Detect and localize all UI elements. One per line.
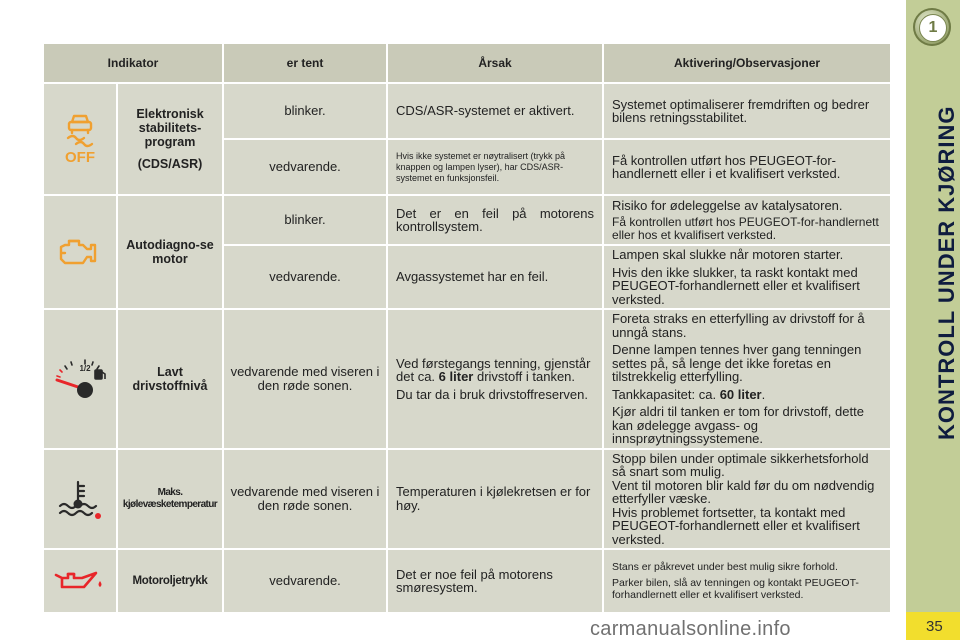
action-text: Systemet optimaliserer fremdriften og bedrer bilens retningsstabilitet. [612,96,870,125]
action-cell [604,246,892,310]
oil-pressure-icon [54,569,106,593]
action-text: Stopp bilen under optimale sikkerhetsforhold så snart som mulig. [612,450,869,479]
chapter-badge [913,8,951,46]
state-cell: vedvarende med viseren i den røde sonen. [224,450,388,551]
fuel-gauge-half-mark: 1/2 [79,363,91,373]
action-text: Denne lampen tennes hver gang tenningen settes på, så lenge det ikke foretas en tilstrekkelig etterfylling. [612,342,862,384]
indicator-name-cell [118,84,224,196]
state-cell: vedvarende. [224,550,388,614]
action-cell [604,450,892,551]
cause-text: Det er en feil på motorens kontrollsystem. [396,205,595,234]
action-text: Få kontrollen utført hos PEUGEOT-for-handlernett eller i et kvalifisert verksted. [612,152,841,181]
watermark: carmanualsonline.info [590,618,791,640]
cause-text: Du tar da i bruk drivstoffreserven. [396,386,588,402]
table-row [44,450,892,551]
page-number: 35 [926,618,943,635]
state-cell: vedvarende. [224,140,388,196]
cause-cell [388,246,604,310]
action-cell [604,196,892,246]
table-row [44,550,892,614]
indicator-icon-cell [44,84,118,196]
tank-capacity: 60 liter [719,386,762,402]
state-cell: vedvarende med viseren i den røde sonen. [224,310,388,450]
action-text: Foreta straks en etterfylling av drivstoff for å unngå stans. [612,311,865,340]
indicator-name-cell [118,196,224,310]
action-text: Stans er påkrevet under best mulig sikre forhold. [612,561,838,573]
table-row [44,84,892,140]
cause-cell [388,196,604,246]
indicator-icon-cell [44,550,118,614]
warning-lamp-table [44,44,892,614]
state-cell: vedvarende. [224,246,388,310]
header-cause: Årsak [388,44,604,84]
fuel-gauge-icon [51,354,109,404]
esp-off-icon-label: OFF [65,149,95,166]
header-action: Aktivering/Observasjoner [604,44,892,84]
fuel-amount: 6 liter [438,369,474,384]
cause-text: CDS/ASR-systemet er aktivert. [396,103,575,119]
cause-cell [388,310,604,450]
action-cell [604,310,892,450]
section-title: KONTROLL UNDER KJØRING [934,105,959,440]
action-text: Få kontrollen utført hos PEUGEOT-for-handlernett eller hos et kvalifisert verksted. [612,215,879,242]
action-text: Vent til motoren blir kald før du om nødvendig etterfyller væske. [612,477,875,506]
indicator-name-cell [118,550,224,614]
action-text: Kjør aldri til tanken er tom for drivstoff, dette kan ødelegge avgass- og innsprøytningssystemene. [612,404,864,446]
cause-text: Ved førstegangs tenning, gjenstår det ca. [396,355,591,384]
table-row [44,310,892,450]
header-state: er tent [224,44,388,84]
action-cell [604,550,892,614]
action-cell [604,140,892,196]
chapter-number: 1 [919,14,947,42]
indicator-name-cell [118,450,224,551]
table-row [44,196,892,246]
action-text: Hvis problemet fortsetter, ta kontakt med PEUGEOT-forhandlernett eller et kvalifisert verksted. [612,504,860,547]
indicator-name: Autodiagno-se motor [126,238,214,266]
coolant-temperature-icon [52,478,108,520]
cause-cell [388,140,604,196]
action-text: . [761,386,766,402]
action-text: Risiko for ødeleggelse av katalysatoren. [612,197,843,213]
table-header-row [44,44,892,84]
indicator-icon-cell [44,450,118,551]
cause-cell [388,550,604,614]
engine-icon [57,235,103,269]
action-text: Hvis den ikke slukker, ta raskt kontakt med PEUGEOT-forhandlernett eller et kvalifisert verksted. [612,264,860,307]
action-text: Lampen skal slukke når motoren starter. [612,247,844,262]
cause-text: Hvis ikke systemet er nøytralisert (trykk på knappen og lampen lyser), har CDS/ASR-systemet en funksjonsfeil. [396,150,566,183]
indicator-name: Elektronisk stabilitets-program [136,107,204,149]
cause-text: Temperaturen i kjølekretsen er for høy. [396,484,591,513]
indicator-name: Maks. kjølevæsketemperatur [122,486,218,510]
indicator-name-code: (CDS/ASR) [137,157,203,171]
indicator-name: Motoroljetrykk [132,575,208,587]
header-indicator: Indikator [44,44,224,84]
cause-text: Det er noe feil på motorens smøresystem. [396,566,553,595]
indicator-icon-cell [44,310,118,450]
cause-cell [388,84,604,140]
indicator-name-cell [118,310,224,450]
indicator-name: Lavt drivstoffnivå [132,364,208,393]
action-text: Tankkapasitet: ca. [612,386,717,402]
cause-text: Avgassystemet har en feil. [396,269,549,285]
indicator-icon-cell [44,196,118,310]
cause-cell [388,450,604,551]
action-text: Parker bilen, slå av tenningen og kontakt PEUGEOT-forhandlernett eller et kvalifisert verksted. [612,577,859,601]
esp-off-icon [58,112,102,166]
cause-text: drivstoff i tanken. [476,369,576,384]
state-cell: blinker. [224,196,388,246]
action-cell [604,84,892,140]
state-cell: blinker. [224,84,388,140]
